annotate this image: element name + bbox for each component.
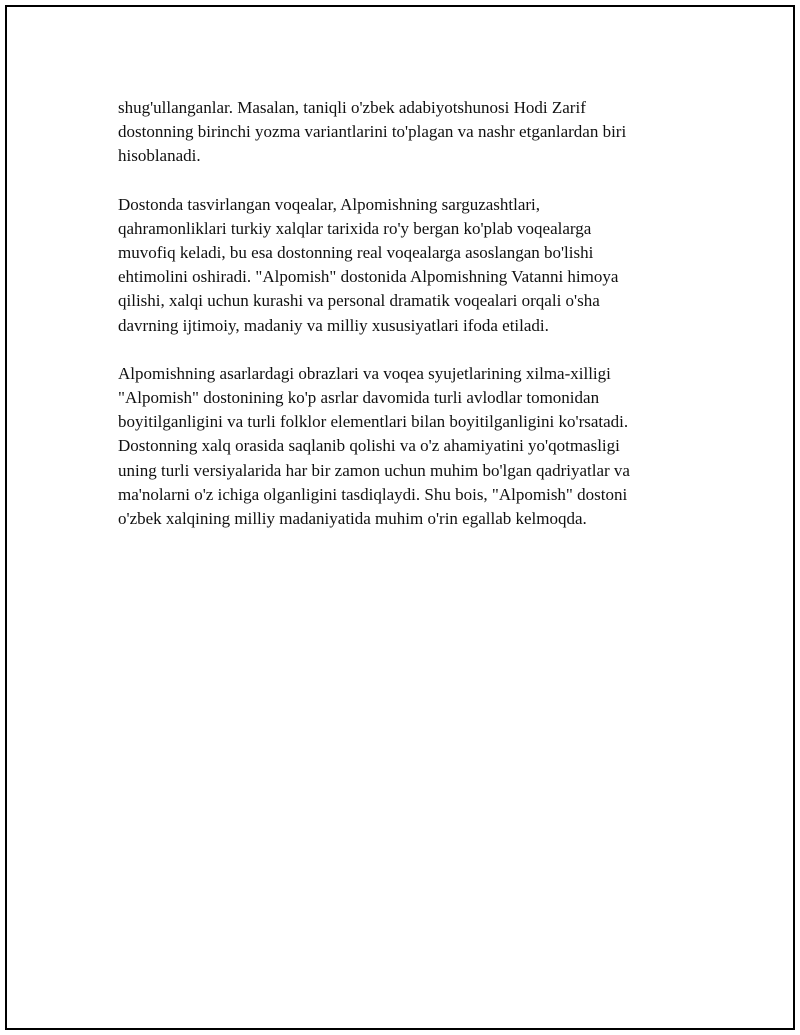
document-body (118, 96, 688, 531)
paragraph-3: Alpomishning asarlardagi obrazlari va voqea syujetlarining xilma-xilligi "Alpomish" dostonining ko'p asrlar davomida turli avlodlar tomonidan boyitilganligini va turli folklor elementlari bilan boyitilganligini ko'rsatadi. Dostonning xalq orasida saqlanib qolishi va o'z ahamiyatini yo'qotmasligi uning turli versiyalarida har bir zamon uchun muhim bo'lgan qadriyatlar va ma'nolarni o'z ichiga olganligini tasdiqlaydi. Shu bois, "Alpomish" dostoni o'zbek xalqining milliy madaniyatida muhim o'rin egallab kelmoqda. (118, 363, 630, 529)
paragraph-2: Dostonda tasvirlangan voqealar, Alpomishning sarguzashtlari, qahramonliklari turkiy xalqlar tarixida ro'y bergan ko'plab voqealarga muvofiq keladi, bu esa dostonning real voqealarga asoslangan bo'lishi ehtimolini oshiradi. "Alpomish" dostonida Alpomishning Vatanni himoya qilishi, xalqi uchun kurashi va personal dramatik voqealari orqali o'sha davrning ijtimoiy, madaniy va milliy xususiyatlari ifoda etiladi. (118, 194, 619, 335)
document-page (5, 5, 795, 1030)
paragraph-1: shug'ullanganlar. Masalan, taniqli o'zbek adabiyotshunosi Hodi Zarif dostonning birinchi yozma variantlarini to'plagan va nashr etganlardan biri hisoblanadi. (118, 98, 627, 166)
